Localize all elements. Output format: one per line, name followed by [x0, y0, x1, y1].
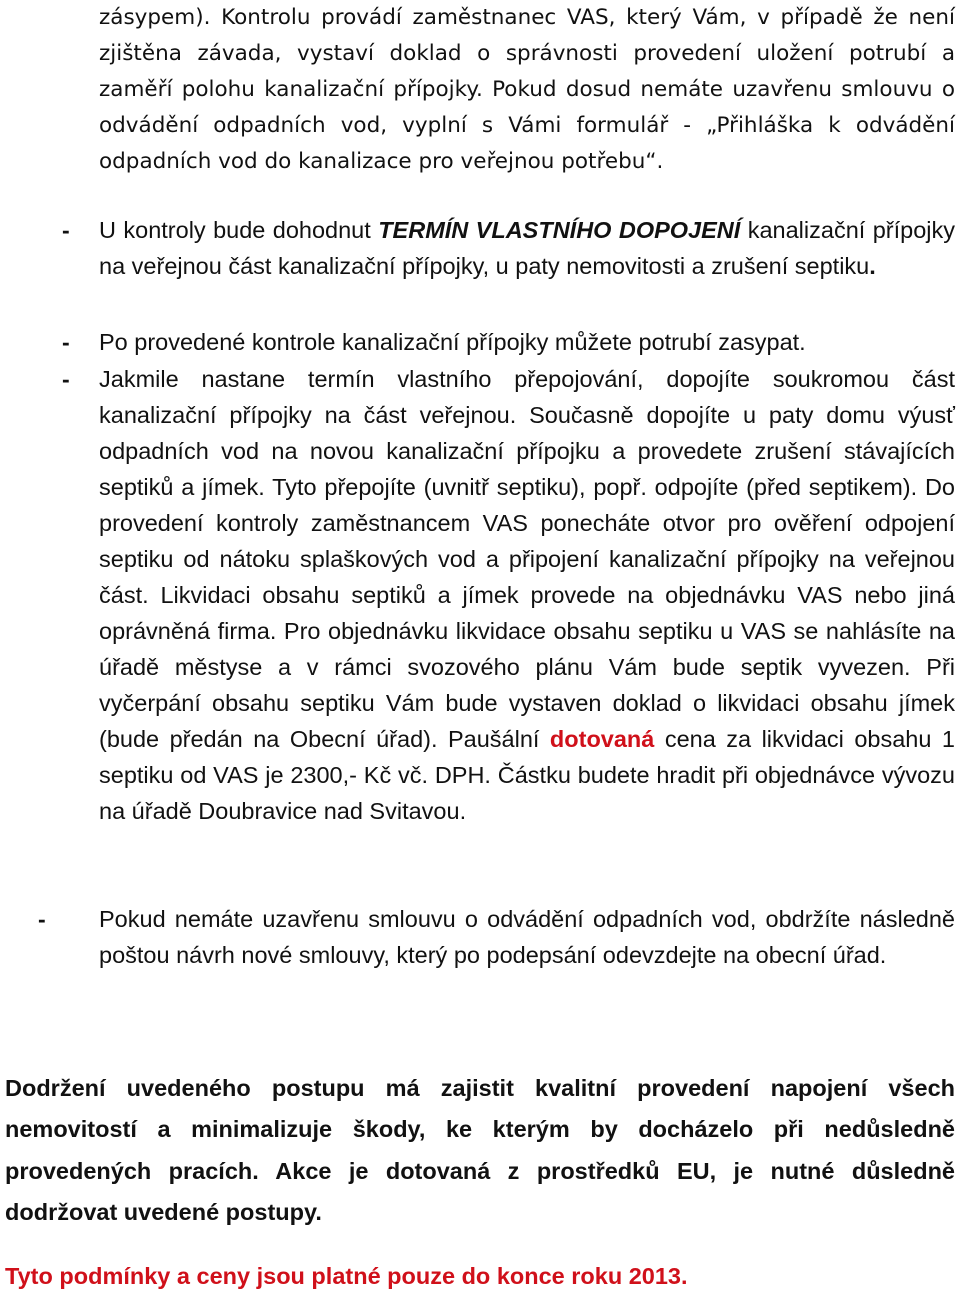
bullet-1-end: .	[869, 253, 876, 279]
bullet-1-emphasis: TERMÍN VLASTNÍHO DOPOJENÍ	[378, 217, 741, 243]
bullet-2-text: Po provedené kontrole kanalizační přípojky můžete potrubí zasypat.	[99, 329, 806, 355]
bullet-4-text: Pokud nemáte uzavřenu smlouvu o odvádění odpadních vod, obdržíte následně poštou návrh nové smlouvy, který po podepsání odevzdejte na obecní úřad.	[99, 906, 955, 968]
intro-paragraph	[99, 0, 955, 180]
summary-text: Dodržení uvedeného postupu má zajistit kvalitní provedení napojení všech nemovitostí a minimalizuje škody, ke kterým by docházelo při nedůsledně provedených pracích. Akce je dotovaná z prostředků EU, je nutné důsledně dodržovat uvedené postupy.	[5, 1075, 955, 1225]
bullet-3-text-post: cena za likvidaci obsahu 1 septiku od VAS je 2300,- Kč vč. DPH. Částku budete hradit při objednávce vývozu na úřadě Doubravice nad Svitavou.	[99, 726, 955, 824]
bullet-marker-2: -	[62, 329, 70, 355]
bullet-marker-4: -	[38, 906, 46, 932]
bullet-1-text-post: kanalizační přípojky na veřejnou část kanalizační přípojky, u paty nemovitosti a zrušení septiku	[99, 217, 955, 279]
bullet-3-text-pre: Jakmile nastane termín vlastního přepojování, dopojíte soukromou část kanalizační přípojky na část veřejnou. Současně dopojíte u paty domu výusť odpadních vod na novou kanalizační přípojku a provedete zrušení stávajících septiků a jímek. Tyto přepojíte (uvnitř septiku), popř. odpojíte (před septikem). Do provedení kontroly zaměstnancem VAS ponecháte otvor pro ověření odpojení septiku od nátoku splaškových vod a připojení kanalizační přípojky na veřejnou část. Likvidaci obsahu septiků a jímek provede na objednávku VAS nebo jiná oprávněná firma. Pro objednávku likvidace obsahu septiku u VAS se nahlásíte na úřadě městyse a v rámci svozového plánu Vám bude septik vyvezen. Při vyčerpání obsahu septiku Vám bude vystaven doklad o likvidaci obsahu jímek (bude předán na Obecní úřad). Paušální	[99, 366, 955, 752]
intro-paragraph-text: zásypem). Kontrolu provádí zaměstnanec VAS, který Vám, v případě že není zjištěna závada, vystaví doklad o správnosti provedení uložení potrubí a zaměří polohu kanalizační přípojky. Pokud dosud nemáte uzavřenu smlouvu o odvádění odpadních vod, vyplní s Vámi formulář - „Přihláška k odvádění odpadních vod do kanalizace pro veřejnou potřebu“.	[99, 5, 955, 174]
bullet-marker-3: -	[62, 366, 70, 392]
bullet-item-prepojovani	[99, 361, 955, 829]
bullet-marker-1: -	[62, 217, 70, 243]
bullet-item-zasyp	[99, 324, 955, 360]
validity-note-text: Tyto podmínky a ceny jsou platné pouze do konce roku 2013.	[5, 1263, 688, 1289]
bullet-1-text-pre: U kontroly bude dohodnut	[99, 217, 379, 243]
bullet-3-emphasis-red: dotovaná	[549, 726, 655, 752]
bullet-item-termin	[99, 212, 955, 284]
bullet-item-smlouva	[99, 901, 955, 973]
validity-note	[5, 1258, 688, 1294]
summary-paragraph	[5, 1068, 955, 1233]
